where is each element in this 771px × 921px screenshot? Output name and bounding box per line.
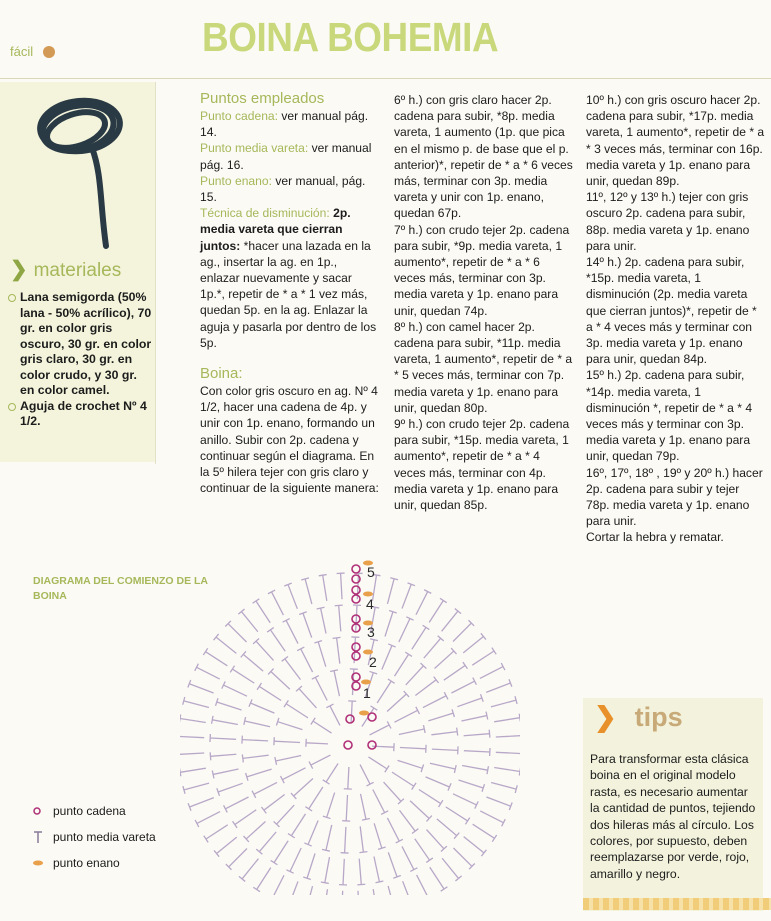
stitch-symbol: [400, 747, 426, 748]
stitch-symbol-bar: [253, 599, 260, 603]
stitch-symbol-bar: [271, 860, 278, 864]
stitch-symbol: [259, 686, 281, 700]
stitch-symbol: [254, 782, 277, 794]
stitch-symbol: [223, 685, 246, 696]
stitch-symbol: [330, 706, 340, 726]
stitch-symbol-bar: [253, 887, 260, 891]
boina-text: Con color gris oscuro en ag. Nº 4 1/2, hacer una cadena de 4p. y unir con 1p. enano, formando un anillo. Subir con 2p. cadena y continuar según el diagrama. En la 5º hilera tejer con gris claro y continuar de la siguiente manera:: [200, 384, 379, 496]
stitch-symbol-bar: [385, 766, 389, 773]
stitch-symbol: [387, 579, 394, 604]
stitch-symbol: [406, 666, 424, 685]
stitch-symbol: [341, 891, 342, 895]
stitch-symbol: [430, 763, 455, 769]
stitch-symbol: [334, 671, 339, 696]
stitch-symbol: [496, 736, 520, 737]
stitch-symbol: [184, 701, 209, 708]
stitch-symbol: [491, 700, 516, 707]
stitch-symbol: [402, 846, 414, 869]
stitch-symbol: [235, 810, 256, 825]
stitch-symbol: [432, 749, 458, 750]
stitch-symbol: [410, 801, 429, 819]
materials-list: [8, 290, 153, 430]
stitch-symbol: [256, 601, 270, 623]
stitch-symbol: [374, 856, 379, 881]
stitch-symbol: [402, 584, 411, 608]
stitch-symbol: [246, 821, 265, 838]
stitch-symbol: [429, 601, 443, 623]
stitch-symbol-bar: [244, 717, 246, 725]
stitch-symbol: [472, 651, 494, 665]
stitch-symbol: [394, 654, 408, 676]
chain-stitch-mark: [344, 741, 352, 749]
tips-text: Para transformar esta clásica boina en el original modelo rasta, es necesario aumentar la cantidad de puntos, tejiendo dos hileras más al círculo. Los colores, por supuesto, deben reemplazarse por verde, rojo, amarillo y negro.: [590, 752, 756, 881]
stitch-symbol-bar: [489, 730, 490, 738]
stitch-symbol-bar: [323, 780, 330, 784]
stitch-symbol: [428, 713, 453, 721]
stitch-symbol: [387, 818, 399, 841]
stitch-symbol-bar: [204, 836, 208, 843]
boina-heading: Boina:: [200, 365, 243, 383]
stitch-symbol: [463, 636, 483, 652]
stitch-symbol: [360, 826, 363, 852]
stitch-symbol: [206, 825, 228, 839]
stitch-symbol-bar: [412, 783, 416, 790]
stitch-symbol-bar: [486, 712, 488, 720]
stitch-symbol: [294, 779, 313, 796]
row-number-2: 2: [369, 654, 377, 670]
stitch-symbol: [416, 592, 428, 615]
chain-stitch-mark: [352, 652, 360, 660]
stitch-symbol: [190, 798, 214, 807]
stitch-symbol-bar: [257, 683, 261, 690]
stitch-symbol: [229, 848, 247, 866]
stitch-symbol: [286, 620, 298, 643]
sidebar-divider: [155, 82, 156, 464]
half-double-crochet-icon: [33, 830, 53, 844]
stitch-symbol-bar: [321, 882, 329, 883]
stitch-symbol: [250, 703, 274, 713]
yarn-photo: [18, 84, 128, 254]
stitch-symbol-bar: [284, 700, 288, 707]
stitch-symbol: [271, 672, 290, 690]
stitch-symbol-bar: [362, 818, 370, 820]
stitch-symbol-bar: [319, 575, 327, 576]
stitch-symbol: [291, 814, 305, 836]
stitch-symbol: [387, 694, 406, 711]
stitch-symbol: [351, 701, 352, 723]
stitch-symbol-bar: [405, 652, 412, 656]
stitch-symbol: [285, 659, 301, 680]
chevron-right-icon: ❯: [594, 702, 617, 732]
stitch-symbol: [217, 837, 237, 853]
list-item: Aguja de crochet Nº 4 1/2.: [8, 399, 153, 430]
stitch-symbol: [360, 765, 370, 785]
crochet-diagram: [180, 555, 520, 895]
stitch-symbol: [282, 768, 305, 780]
stitch-symbol: [461, 716, 486, 721]
stitch-symbol: [308, 821, 318, 845]
stitch-symbol: [374, 823, 382, 848]
stitch-symbol: [210, 754, 236, 756]
legend-item-cadena: punto cadena: [33, 798, 156, 824]
stitch-symbol: [392, 772, 414, 786]
stitch-symbol: [232, 669, 254, 683]
stitch-symbol: [480, 811, 503, 823]
stitch-symbol: [399, 729, 424, 734]
stitch-symbol: [430, 867, 444, 889]
stitch-symbol: [305, 579, 312, 604]
stitch-symbol: [394, 710, 417, 722]
stitches-heading: Puntos empleados: [200, 90, 325, 107]
stitch-symbol: [464, 734, 490, 736]
stitch-symbol: [423, 696, 446, 708]
stitch-symbol: [382, 645, 392, 669]
stitch-symbol: [341, 573, 342, 599]
chain-stitch-mark: [346, 715, 354, 723]
chevron-right-icon: ❯: [10, 258, 28, 281]
stitch-symbol: [400, 810, 416, 831]
stitch-symbol: [301, 649, 313, 672]
stitch-symbol-bar: [388, 679, 395, 683]
stitch-symbol: [189, 684, 213, 693]
stitch-symbol-bar: [322, 849, 330, 851]
stitch-symbol-bar: [465, 818, 469, 825]
stitch-symbol: [444, 665, 465, 680]
chain-stitch-mark: [352, 643, 360, 651]
stitch-symbol: [278, 722, 303, 730]
stitch-symbol: [180, 768, 206, 772]
stitch-symbol: [426, 830, 443, 849]
stitch-symbol: [373, 889, 377, 895]
stitch-symbol: [377, 681, 391, 703]
stitch-symbol: [496, 752, 520, 753]
stitch-symbol-bar: [180, 715, 181, 723]
stitch-symbol: [242, 859, 258, 879]
stitch-symbol-bar: [412, 829, 418, 834]
stitch-symbol-bar: [282, 656, 288, 661]
stitch-symbol-bar: [441, 887, 448, 891]
stitch-symbol: [326, 763, 338, 781]
stitch-symbol: [356, 605, 357, 631]
stitch-symbol-bar: [357, 884, 365, 885]
stitch-symbol-bar: [519, 714, 520, 722]
stitch-symbol: [388, 852, 397, 876]
stitch-symbol: [435, 651, 454, 668]
stitch-symbol: [415, 680, 436, 696]
stitch-symbol: [289, 881, 298, 895]
chain-stitch-mark: [368, 713, 376, 721]
stitch-symbol: [323, 889, 327, 895]
stitch-symbol: [184, 783, 209, 790]
stitch-symbol: [272, 592, 284, 615]
stitch-symbol: [491, 782, 516, 789]
stitch-symbol: [180, 753, 204, 754]
stitch-symbol: [243, 654, 263, 671]
stitch-symbol: [494, 718, 520, 722]
stitch-symbol: [315, 677, 327, 700]
stitch-symbol-bar: [275, 757, 277, 765]
stitch-symbol: [241, 612, 257, 632]
stitch-symbol: [464, 751, 490, 752]
stitch-symbol: [313, 721, 331, 733]
stitch-symbol-bar: [288, 834, 295, 838]
stitch-symbol: [228, 624, 246, 642]
stitch-symbol: [243, 755, 269, 758]
stitch-symbol: [306, 743, 328, 744]
stitch-symbol-bar: [330, 670, 338, 672]
decorative-strip: [583, 898, 771, 910]
stitch-symbol-bar: [457, 728, 458, 736]
stitch-symbol: [486, 797, 510, 806]
stitch-symbol: [442, 858, 458, 878]
stitch-symbol: [242, 740, 268, 741]
page-title: BOINA BOHEMIA: [202, 14, 499, 60]
bullet-icon: [8, 403, 16, 411]
stitch-symbol: [399, 618, 410, 641]
slip-stitch-icon: [33, 857, 53, 869]
stitch-symbol-bar: [359, 852, 367, 853]
stitch-symbol-bar: [305, 807, 312, 811]
stitch-symbol-bar: [487, 766, 488, 774]
stitch-symbol: [257, 868, 271, 890]
stitch-symbol: [245, 721, 270, 727]
stitch-symbol: [290, 848, 301, 871]
stitch-symbol: [384, 782, 401, 801]
stitch-symbol: [462, 766, 488, 771]
stitch-symbol: [276, 756, 301, 761]
stitch-symbol-bar: [423, 725, 425, 733]
difficulty-label: fácil: [10, 44, 34, 59]
legend-item-media-vareta: punto media vareta: [33, 824, 156, 850]
stitch-symbol: [358, 891, 359, 895]
stitch-symbol: [303, 613, 312, 637]
stitch-symbol-bar: [423, 625, 430, 629]
tips-heading: ❯ tips: [594, 702, 683, 732]
chain-stitch-mark: [368, 741, 376, 749]
stitch-symbol: [217, 702, 242, 710]
stitch-symbol: [206, 652, 228, 666]
stitch-symbol: [277, 805, 295, 824]
stitch-symbol: [274, 841, 288, 863]
instructions-column-1: Puntos empleados Punto cadena: ver manual pág. 14. Punto media vareta: ver manual pág. 16. Punto enano: ver manual, pág. 15. Técnica de disminución: 2p. media vareta que cierran juntos: *hacer una lazada en la ag., insertar la ag. en 1p., enlazar nuevamente y sacar 1p.*, repetir de * a * 1 vez más, quedan 5p. en la ag. Enlazar la aguja y pasarla por dentro de los 5p. Boina: Con color gris oscuro en ag. Nº 4 1/2, hacer una cadena de 4p. y unir con 1p. enano, formando un anillo. Subir con 2p. cadena y continuar según el diagrama. En la 5º hilera tejer con gris claro y continuar de la siguiente manera:: [200, 90, 379, 496]
stitch-symbol: [180, 736, 204, 737]
stitch-symbol: [388, 886, 395, 895]
stitch-symbol-bar: [180, 768, 181, 776]
slip-stitch-mark: [359, 711, 369, 716]
stitch-symbol: [264, 795, 285, 811]
stitch-symbol: [446, 807, 468, 821]
row-number-4: 4: [366, 596, 374, 612]
slip-stitch-mark: [361, 680, 371, 685]
chain-stitch-icon: [33, 805, 53, 817]
stitch-symbol: [225, 797, 248, 809]
stitch-symbol: [457, 698, 481, 707]
stitch-symbol: [403, 881, 412, 895]
stitch-symbol: [212, 720, 238, 725]
stitch-symbol: [286, 704, 308, 718]
stitch-symbol-bar: [454, 765, 456, 773]
materials-heading: ❯ materiales: [10, 258, 122, 281]
stitch-symbol: [318, 642, 326, 667]
stitch-symbol-bar: [261, 807, 266, 813]
stitch-symbol-bar: [233, 821, 238, 828]
stitch-symbol-bar: [463, 662, 468, 669]
stitch-symbol: [321, 608, 326, 633]
stitch-symbol: [270, 630, 285, 651]
stitch-symbol: [370, 725, 390, 735]
stitch-symbol: [486, 683, 510, 692]
stitch-symbol-bar: [371, 706, 378, 710]
stitch-symbol-bar: [335, 605, 343, 606]
row-number-1: 1: [363, 685, 371, 701]
chain-stitch-mark: [352, 595, 360, 603]
stitch-symbol: [256, 641, 273, 660]
stitch-symbol: [417, 875, 429, 895]
stitch-symbol: [259, 832, 276, 852]
stitch-symbol: [218, 783, 242, 792]
stitch-symbol: [307, 854, 315, 879]
stitch-symbol: [345, 827, 346, 853]
stitch-symbol: [453, 623, 471, 641]
stitch-symbol: [361, 794, 366, 819]
stitch-symbol: [197, 667, 220, 679]
stitch-symbol: [216, 637, 236, 653]
stitch-symbol-bar: [333, 637, 341, 638]
stitch-symbol: [480, 667, 503, 679]
stitch-symbol-bar: [426, 858, 433, 863]
stitch-symbol: [464, 837, 484, 853]
stitch-symbol-bar: [519, 768, 520, 776]
stitch-symbol: [412, 627, 426, 649]
row-number-3: 3: [367, 624, 375, 640]
legend-item-enano: punto enano: [33, 850, 156, 876]
stitch-symbol: [288, 585, 297, 609]
row-number-5: 5: [367, 564, 375, 580]
stitch-symbol-bar: [203, 648, 207, 655]
stitch-symbol-bar: [440, 598, 447, 602]
stitch-symbol: [272, 875, 284, 895]
stitch-symbol: [426, 777, 450, 787]
stitch-symbol: [323, 575, 327, 601]
stitch-symbol: [213, 769, 238, 774]
stitch-symbol-bar: [492, 835, 496, 842]
chain-stitch-mark: [352, 565, 360, 573]
stitch-symbol-bar: [439, 800, 443, 807]
stitch-symbol: [339, 605, 341, 631]
stitch-symbol-bar: [212, 716, 213, 724]
stitch-symbol: [442, 611, 458, 631]
stitch-symbol-bar: [210, 752, 211, 760]
diagram-title: DIAGRAMA DEL COMIENZO DE LA BOINA: [33, 575, 208, 602]
stitch-symbol: [453, 794, 476, 805]
stitch-symbol: [415, 839, 430, 860]
bullet-icon: [8, 294, 16, 302]
diagram-legend: [33, 798, 156, 876]
stitch-symbol-bar: [212, 771, 214, 779]
stitch-symbol: [326, 825, 332, 850]
instructions-column-2: 6º h.) con gris claro hacer 2p. cadena para subir, *8p. media vareta, 1 aumento (1p. que pica en el mismo p. de base que el p. anterior)*, repetir de * a * 6 veces más, terminar con 3p. media vareta y unir con 1p. enano, quedan 67p. 7º h.) con crudo tejer 2p. cadena para subir, *9p. media vareta, 1 aumento*, repetir de * a * 6 veces más, terminar con 3p. media vareta y 1p. enano para unir, quedan 74p. 8º h.) con camel hacer 2p. cadena para subir, *11p. media vareta, 1 aumento*, repetir de * a * 5 veces más, terminar con 7p. media vareta y 1p. enano para unir, quedan 80p. 9º h.) con crudo tejer 2p. cadena para subir, *15p. media vareta, 1 aumento*, repetir de * a * 4 veces más, terminar con 4p. media vareta y 1p. enano para unir, quedan 85p.: [394, 93, 573, 513]
stitch-symbol: [431, 732, 457, 735]
stitch-symbol: [197, 812, 220, 824]
stitch-symbol: [343, 859, 344, 885]
stitch-symbol: [424, 638, 441, 658]
instructions-column-3: 10º h.) con gris oscuro hacer 2p. cadena para subir, *17p. media vareta, 1 aumento*, repetir de * a * 3 veces más, terminar con 16p. media vareta y 1p. enano para unir, quedan 89p. 11º, 12º y 13º h.) tejer con gris oscuro 2p. cadena para subir, 88p. media vareta y 1p. enano para unir. 14º h.) 2p. cadena para subir, *15p. media vareta, 1 disminución (2p. media vareta que cierran juntos)*, repetir de * a * 4 veces más y terminar con 3p. media vareta y 1p. enano para unir, quedan 84p. 15º h.) 2p. cadena para subir, *14p. media vareta, 1 disminución *, repetir de * a * 4 veces más y terminar con 3p. media vareta y 1p. enano para unir, quedan 79p. 16º, 17º, 18º , 19º y 20º h.) hacer 2p. cadena para subir y tejer 78p. media vareta y 1p. enano para unir. Cortar la hebra y rematar.: [586, 93, 765, 545]
list-item: Lana semigorda (50% lana - 50% acrílico), 70 gr. en color gris oscuro, 30 gr. en color gris claro, 30 gr. en color crudo, y 30 gr. en color camel.: [8, 290, 153, 399]
stitch-symbol: [274, 741, 300, 742]
stitch-symbol: [306, 886, 313, 895]
stitch-symbol: [311, 755, 331, 765]
stitch-symbol: [180, 718, 206, 722]
stitch-symbol-bar: [492, 648, 496, 655]
stitch-symbol: [348, 767, 349, 789]
stitch-symbol: [398, 760, 423, 768]
stitch-symbol: [210, 738, 236, 739]
stitch-symbol-bar: [311, 718, 315, 725]
yarn-ball-icon: [43, 46, 55, 58]
stitch-symbol-bar: [434, 677, 439, 683]
stitch-symbol: [337, 638, 340, 664]
stitch-symbol: [325, 857, 330, 883]
stitch-symbol: [385, 612, 393, 637]
chain-stitch-mark: [352, 586, 360, 594]
stitch-symbol: [453, 848, 471, 866]
stitch-symbol: [459, 780, 484, 788]
stitch-symbol-bar: [376, 881, 384, 883]
stitch-symbol: [437, 819, 457, 836]
stitch-symbol: [299, 689, 316, 708]
stitch-symbol: [327, 793, 335, 818]
stitch-symbol-bar: [317, 607, 325, 609]
stitch-symbol-bar: [242, 754, 243, 762]
stitch-symbol-bar: [230, 666, 234, 673]
stitch-symbol: [373, 789, 385, 812]
stitch-symbol: [247, 769, 272, 777]
stitch-symbol: [346, 795, 347, 821]
stitch-symbol: [309, 787, 323, 809]
stitch-symbol: [368, 757, 386, 769]
stitch-symbol: [359, 859, 361, 885]
stitch-symbol: [419, 789, 441, 803]
stitch-symbol: [473, 824, 495, 838]
stitch-symbol-bar: [267, 628, 274, 633]
header-divider: [0, 78, 771, 79]
stitch-symbol: [494, 767, 520, 771]
stitch-symbol: [451, 681, 474, 693]
